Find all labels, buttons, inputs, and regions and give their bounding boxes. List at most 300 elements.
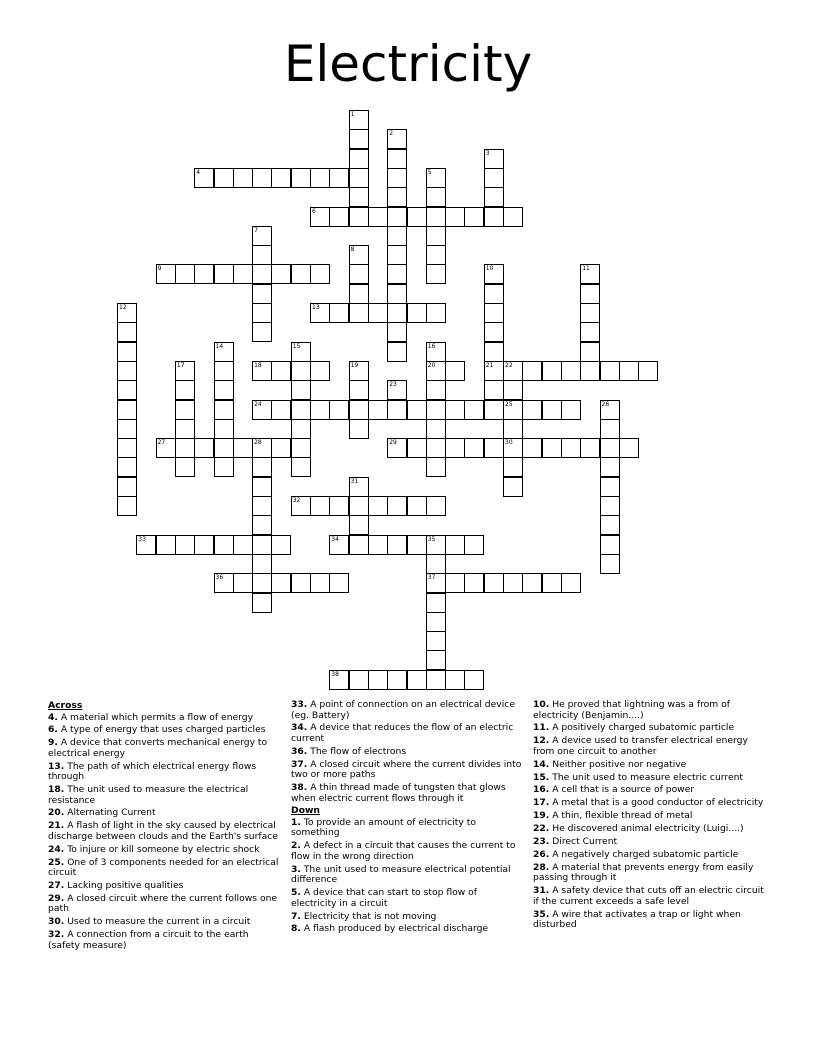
clue-item-text: A flash produced by electrical discharge [303,923,489,935]
grid-cell[interactable] [368,303,388,323]
clue-item [48,930,280,951]
grid-cell[interactable] [445,535,465,555]
grid-cell[interactable] [600,554,620,574]
grid-cell[interactable] [349,380,369,400]
grid-cell[interactable] [503,477,523,497]
clue-item [48,894,280,915]
grid-cell[interactable] [252,496,272,516]
grid-cell[interactable] [349,419,369,439]
clue-item [291,912,523,923]
grid-cell[interactable] [368,400,388,420]
clue-item [291,700,523,721]
grid-cell[interactable] [117,438,137,458]
grid-cell[interactable] [503,380,523,400]
grid-cell[interactable] [214,419,234,439]
clue-item [291,818,523,839]
grid-cell[interactable] [214,457,234,477]
grid-cell[interactable] [387,400,407,420]
grid-cell[interactable] [580,438,600,458]
clue-item [48,713,280,724]
clue-item [48,738,280,759]
clue-item-number: 21. [48,820,65,832]
grid-cell[interactable] [522,573,542,593]
grid-cell[interactable] [252,168,272,188]
grid-cell[interactable] [329,303,349,323]
grid-cell[interactable] [542,361,562,381]
clue-number: 26 [601,400,610,408]
grid-cell[interactable] [619,361,639,381]
grid-cell[interactable] [233,535,253,555]
grid-cell[interactable] [214,264,234,284]
grid-cell[interactable] [329,168,349,188]
clue-item-number: 36. [291,745,308,757]
clue-number: 6 [312,207,316,215]
clue-item-text: A defect in a circuit that causes the current to flow in the wrong direction [291,840,516,862]
clue-item-text: The unit used to measure electrical potential difference [291,863,511,886]
grid-cell[interactable] [310,168,330,188]
clue-number: 7 [254,226,258,234]
grid-cell[interactable] [484,342,504,362]
grid-cell[interactable] [310,573,330,593]
grid-cell[interactable] [194,264,214,284]
clue-number: 37 [427,574,436,582]
grid-cell[interactable] [387,284,407,304]
grid-cell[interactable] [271,573,291,593]
grid-cell[interactable] [426,226,446,246]
clue-number: 3 [485,149,490,157]
grid-cell[interactable] [349,264,369,284]
clue-item [48,917,280,928]
clue-number: 2 [389,130,394,138]
grid-cell[interactable] [561,573,581,593]
grid-cell[interactable] [214,535,234,555]
grid-cell[interactable] [484,438,504,458]
grid-cell[interactable] [426,245,446,265]
grid-cell[interactable] [291,573,311,593]
clue-item-number: 31. [533,885,550,897]
grid-cell[interactable] [503,457,523,477]
clue-item-number: 17. [533,797,550,809]
grid-cell[interactable] [484,168,504,188]
clue-item [291,747,523,758]
clue-item [533,723,765,734]
grid-cell[interactable] [117,457,137,477]
grid-cell[interactable] [387,245,407,265]
grid-cell[interactable] [349,149,369,169]
clue-number: 12 [119,304,127,311]
grid-cell[interactable] [387,187,407,207]
grid-cell[interactable] [117,400,137,420]
grid-cell[interactable] [214,168,234,188]
clue-number: 4 [196,168,201,176]
grid-cell[interactable] [252,477,272,497]
grid-cell[interactable] [387,168,407,188]
grid-cell[interactable] [291,168,311,188]
grid-cell[interactable] [580,284,600,304]
clue-item [48,785,280,806]
grid-cell[interactable] [580,322,600,342]
clue-item-text: A negatively charged subatomic particle [552,848,739,860]
grid-cell[interactable] [252,264,272,284]
grid-cell[interactable] [310,361,330,381]
grid-cell[interactable] [291,457,311,477]
clue-item-number: 2. [291,840,301,852]
clue-item [48,845,280,856]
grid-cell[interactable] [600,496,620,516]
clue-item-number: 34. [291,722,308,734]
grid-cell[interactable] [484,380,504,400]
grid-cell[interactable] [407,303,427,323]
clue-item-number: 10. [533,699,550,710]
grid-cell[interactable] [600,361,620,381]
grid-cell[interactable] [464,670,484,690]
grid-cell[interactable] [349,400,369,420]
grid-cell[interactable] [175,380,195,400]
grid-cell[interactable] [426,650,446,670]
grid-cell[interactable] [426,612,446,632]
clue-item-text: A connection from a circuit to the earth (safety measure) [48,929,249,951]
grid-cell[interactable] [310,264,330,284]
grid-cell[interactable] [600,457,620,477]
clue-item-text: A device used to transfer electrical energy from one circuit to another [533,735,748,757]
grid-cell[interactable] [252,535,272,555]
grid-cell[interactable] [542,573,562,593]
grid-cell[interactable] [561,438,581,458]
clue-number: 11 [582,265,590,273]
clue-column-3 [533,700,765,933]
grid-cell[interactable] [426,438,446,458]
grid-cell[interactable] [175,457,195,477]
grid-cell[interactable] [522,400,542,420]
clue-number: 35 [427,535,436,543]
clue-item-text: A safety device that cuts off an electric circuit if the current exceeds a safe level [533,885,764,907]
clue-item-number: 37. [291,758,308,770]
grid-cell[interactable] [252,593,272,613]
clue-item-text: A thin thread made of tungsten that glows when electric current flows through it [291,782,506,804]
grid-cell[interactable] [600,477,620,497]
grid-cell[interactable] [387,226,407,246]
grid-cell[interactable] [445,400,465,420]
grid-cell[interactable] [503,573,523,593]
clue-number: 34 [331,535,339,543]
grid-cell[interactable] [600,419,620,439]
grid-cell[interactable] [619,438,639,458]
clue-item [48,725,280,736]
grid-cell[interactable] [156,535,176,555]
clue-item-text: A device that converts mechanical energy to electrical energy [48,737,268,759]
clue-item-text: A flash of light in the sky caused by electrical discharge between clouds and the Earth's surface [48,820,278,842]
grid-cell[interactable] [387,322,407,342]
grid-cell[interactable] [638,361,658,381]
grid-cell[interactable] [426,496,446,516]
clue-number: 38 [331,670,339,678]
grid-cell[interactable] [387,207,407,227]
grid-cell[interactable] [445,438,465,458]
grid-cell[interactable] [445,361,465,381]
grid-cell[interactable] [175,400,195,420]
grid-cell[interactable] [407,207,427,227]
clue-item [533,773,765,784]
grid-cell[interactable] [291,264,311,284]
grid-cell[interactable] [349,284,369,304]
grid-cell[interactable] [407,400,427,420]
grid-cell[interactable] [349,515,369,535]
grid-cell[interactable] [407,535,427,555]
grid-cell[interactable] [117,477,137,497]
clue-number: 24 [254,400,262,408]
clue-item-number: 16. [533,784,550,796]
clue-item-text: Alternating Current [67,807,156,819]
grid-cell[interactable] [117,380,137,400]
clue-number: 27 [157,439,166,447]
grid-cell[interactable] [600,515,620,535]
grid-cell[interactable] [561,400,581,420]
grid-cell[interactable] [464,400,484,420]
grid-cell[interactable] [349,207,369,227]
clue-item-text: Used to measure the current in a circuit [67,916,251,928]
grid-cell[interactable] [175,264,195,284]
grid-cell[interactable] [310,496,330,516]
clue-item-text: A metal that is a good conductor of electricity [552,797,764,809]
clue-item-number: 32. [48,929,65,941]
clue-item-text: A device that reduces the flow of an electric current [291,722,514,744]
clue-item-text: He proved that lightning was a from of electricity (Benjamin....) [533,699,731,721]
clue-item-number: 6. [48,724,58,736]
clue-item-number: 12. [533,735,550,747]
grid-cell[interactable] [252,245,272,265]
grid-cell[interactable] [426,457,446,477]
grid-cell[interactable] [271,438,291,458]
clue-item-number: 22. [533,823,550,835]
grid-cell[interactable] [387,535,407,555]
page-title: Electricity [283,35,533,93]
clue-item-number: 26. [533,848,550,860]
clue-number: 31 [350,477,359,485]
clue-item-number: 18. [48,784,65,796]
grid-cell[interactable] [117,361,137,381]
clue-item [533,824,765,835]
clue-number: 9 [157,265,162,273]
grid-cell[interactable] [542,400,562,420]
clue-number: 28 [254,439,262,447]
grid-cell[interactable] [233,168,253,188]
grid-cell[interactable] [194,535,214,555]
clue-item [291,760,523,781]
grid-cell[interactable] [368,535,388,555]
grid-cell[interactable] [426,303,446,323]
clue-item-number: 13. [48,760,65,772]
grid-cell[interactable] [503,419,523,439]
clue-number: 14 [215,342,224,350]
grid-cell[interactable] [368,496,388,516]
clue-item-number: 30. [48,916,65,928]
clue-item-number: 38. [291,782,308,794]
grid-cell[interactable] [291,419,311,439]
grid-cell[interactable] [252,284,272,304]
grid-cell[interactable] [368,207,388,227]
grid-cell[interactable] [271,264,291,284]
grid-cell[interactable] [349,303,369,323]
clue-item-number: 8. [291,923,301,935]
clue-item-number: 25. [48,856,65,868]
grid-cell[interactable] [252,573,272,593]
grid-cell[interactable] [407,670,427,690]
grid-cell[interactable] [407,496,427,516]
grid-cell[interactable] [484,207,504,227]
grid-cell[interactable] [464,207,484,227]
grid-cell[interactable] [484,187,504,207]
grid-cell[interactable] [310,400,330,420]
grid-cell[interactable] [117,496,137,516]
grid-cell[interactable] [426,380,446,400]
clue-item-text: A type of energy that uses charged particles [60,724,266,736]
clue-heading: Down [291,805,320,817]
grid-cell[interactable] [214,380,234,400]
clue-number: 8 [350,246,355,254]
grid-cell[interactable] [426,187,446,207]
grid-cell[interactable] [233,264,253,284]
clue-item-number: 3. [291,863,301,875]
grid-cell[interactable] [252,303,272,323]
grid-cell[interactable] [291,400,311,420]
clue-number: 18 [254,361,262,369]
grid-cell[interactable] [349,535,369,555]
grid-cell[interactable] [464,573,484,593]
grid-cell[interactable] [329,400,349,420]
grid-cell[interactable] [214,400,234,420]
grid-cell[interactable] [387,149,407,169]
grid-cell[interactable] [175,419,195,439]
grid-cell[interactable] [387,496,407,516]
grid-cell[interactable] [349,168,369,188]
grid-cell[interactable] [426,207,446,227]
grid-cell[interactable] [426,400,446,420]
grid-cell[interactable] [600,535,620,555]
clue-item [533,700,765,721]
clue-item [533,760,765,771]
grid-cell[interactable] [233,438,253,458]
grid-cell[interactable] [368,670,388,690]
grid-cell[interactable] [117,342,137,362]
clue-item [291,924,523,935]
grid-cell[interactable] [252,322,272,342]
clue-item-text: The unit used to measure the electrical resistance [48,784,249,806]
clue-heading: Across [48,700,83,711]
clue-number: 17 [176,361,185,369]
grid-cell[interactable] [445,573,465,593]
grid-cell[interactable] [175,438,195,458]
grid-cell[interactable] [522,438,542,458]
grid-cell[interactable] [600,438,620,458]
grid-cell[interactable] [291,361,311,381]
grid-cell[interactable] [214,361,234,381]
grid-cell[interactable] [329,573,349,593]
clue-item-text: A positively charged subatomic particle [552,722,735,734]
grid-cell[interactable] [426,670,446,690]
grid-cell[interactable] [426,631,446,651]
grid-cell[interactable] [349,670,369,690]
clue-item [291,841,523,862]
grid-cell[interactable] [175,535,195,555]
clue-item-number: 35. [533,908,550,920]
grid-cell[interactable] [271,168,291,188]
grid-cell[interactable] [484,322,504,342]
clue-item-number: 20. [48,807,65,819]
grid-cell[interactable] [329,496,349,516]
grid-cell[interactable] [426,554,446,574]
grid-cell[interactable] [561,361,581,381]
grid-cell[interactable] [580,342,600,362]
grid-cell[interactable] [214,438,234,458]
grid-cell[interactable] [387,264,407,284]
grid-cell[interactable] [426,419,446,439]
grid-cell[interactable] [426,264,446,284]
grid-cell[interactable] [291,380,311,400]
grid-cell[interactable] [580,361,600,381]
grid-cell[interactable] [271,361,291,381]
grid-cell[interactable] [542,438,562,458]
grid-cell[interactable] [484,400,504,420]
clue-item-text: One of 3 components needed for an electrical circuit [48,856,279,879]
clue-number: 19 [350,361,359,369]
grid-cell[interactable] [329,207,349,227]
grid-cell[interactable] [387,303,407,323]
grid-cell[interactable] [117,419,137,439]
grid-cell[interactable] [503,207,523,227]
grid-cell[interactable] [484,303,504,323]
grid-cell[interactable] [252,457,272,477]
clue-item-text: Lacking positive qualities [67,880,184,892]
grid-cell[interactable] [117,322,137,342]
clue-item [48,762,280,783]
grid-cell[interactable] [522,361,542,381]
clue-item-text: A cell that is a source of power [552,784,695,796]
grid-cell[interactable] [252,515,272,535]
grid-cell[interactable] [484,573,504,593]
grid-cell[interactable] [252,554,272,574]
grid-cell[interactable] [387,342,407,362]
grid-cell[interactable] [271,400,291,420]
grid-cell[interactable] [445,207,465,227]
grid-cell[interactable] [464,535,484,555]
clue-item-number: 9. [48,737,58,749]
grid-cell[interactable] [464,438,484,458]
clue-item [291,888,523,909]
grid-cell[interactable] [387,670,407,690]
clue-item-number: 5. [291,887,301,899]
clue-item-text: The unit used to measure electric current [552,771,744,783]
grid-cell[interactable] [426,593,446,613]
grid-cell[interactable] [233,573,253,593]
grid-cell[interactable] [194,438,214,458]
grid-cell[interactable] [484,284,504,304]
clue-number: 29 [389,439,397,447]
clue-number: 20 [427,361,436,369]
grid-cell[interactable] [445,670,465,690]
grid-cell[interactable] [349,129,369,149]
clue-item-number: 7. [291,910,301,922]
grid-cell[interactable] [349,187,369,207]
clue-item-text: A point of connection on an electrical device (eg. Battery) [291,699,515,721]
clue-number: 25 [505,400,513,408]
clue-item-text: A closed circuit where the current divides into two or more paths [291,758,522,781]
clue-number: 15 [292,342,301,350]
grid-cell[interactable] [291,438,311,458]
grid-cell[interactable] [349,496,369,516]
grid-cell[interactable] [271,535,291,555]
grid-cell[interactable] [580,303,600,323]
grid-cell[interactable] [407,438,427,458]
